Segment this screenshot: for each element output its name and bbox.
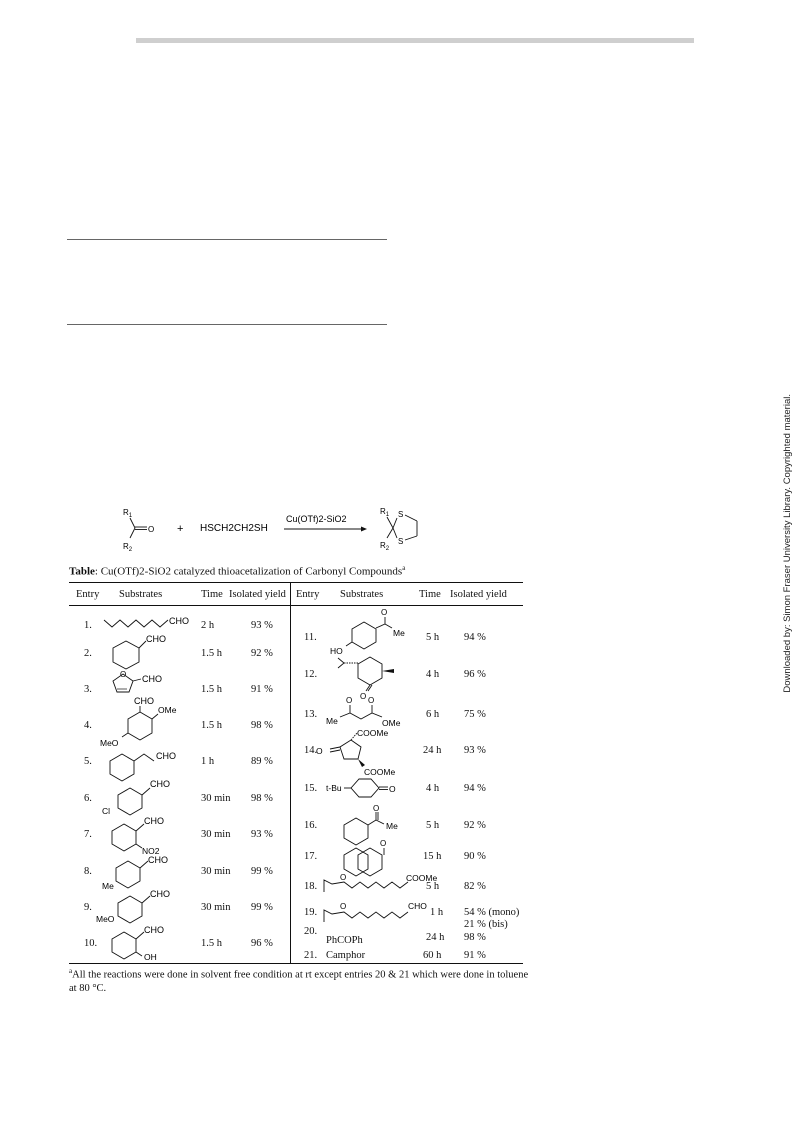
substrate-structure-7 bbox=[110, 814, 190, 854]
entry-number: 4. bbox=[84, 720, 92, 731]
isolated-yield: 94 % bbox=[464, 632, 486, 643]
reaction-time: 30 min bbox=[201, 902, 231, 913]
substrate-structure-3 bbox=[108, 668, 180, 698]
header-entry: Entry bbox=[296, 589, 320, 600]
svg-text:O: O bbox=[381, 608, 388, 617]
reaction-time: 30 min bbox=[201, 866, 231, 877]
entry-number: 8. bbox=[84, 866, 92, 877]
dithiolane-product bbox=[380, 507, 417, 552]
substrate-structure-10 bbox=[110, 922, 190, 962]
substrate-structure-5 bbox=[108, 746, 192, 776]
divider-rule bbox=[67, 239, 387, 240]
download-notice: Downloaded by: Simon Fraser University Library. Copyrighted material. bbox=[782, 394, 793, 693]
r2-label: $R_2$ bbox=[123, 542, 133, 553]
isolated-yield: 98 % bbox=[464, 932, 486, 943]
entry-number: 13. bbox=[304, 709, 318, 720]
reaction-time: 4 h bbox=[426, 783, 440, 794]
entry-number: 2. bbox=[84, 648, 92, 659]
header-time: Time bbox=[201, 589, 223, 600]
product-r2: $R_2$ bbox=[380, 541, 390, 552]
svg-text:MeO: MeO bbox=[100, 738, 119, 748]
svg-text:O: O bbox=[360, 692, 367, 701]
svg-text:COOMe: COOMe bbox=[406, 873, 438, 883]
svg-text:O: O bbox=[316, 746, 323, 756]
reaction-time: 1 h bbox=[430, 907, 444, 918]
table-column-divider bbox=[290, 582, 291, 963]
reaction-time: 15 h bbox=[423, 851, 442, 862]
svg-text:O: O bbox=[373, 804, 380, 813]
isolated-yield: 99 % bbox=[251, 866, 273, 877]
catalyst-label: Cu(OTf)2-SiO2 bbox=[286, 514, 347, 524]
substrate-structure-2 bbox=[110, 632, 180, 668]
substrate-structure-6 bbox=[98, 776, 188, 816]
entry-number: 18. bbox=[304, 881, 318, 892]
entry-number: 3. bbox=[84, 684, 92, 695]
svg-text:OH: OH bbox=[144, 952, 157, 962]
table-footnote: $^a$All the reactions were done in solvent free condition at rt except entries 20 & 21 which were done in toluene at 80 °C. bbox=[69, 967, 529, 994]
entry-number: 1. bbox=[84, 620, 92, 631]
header-entry: Entry bbox=[76, 589, 100, 600]
svg-text:CHO: CHO bbox=[148, 855, 168, 865]
carbonyl-substrate bbox=[123, 508, 154, 553]
isolated-yield: 89 % bbox=[251, 756, 273, 767]
r1-label: $R_1$ bbox=[123, 508, 133, 519]
entry-number: 9. bbox=[84, 902, 92, 913]
reaction-time: 1.5 h bbox=[201, 684, 222, 695]
reaction-time: 24 h bbox=[423, 745, 442, 756]
reaction-time: 4 h bbox=[426, 669, 440, 680]
svg-text:CHO: CHO bbox=[144, 925, 164, 935]
isolated-yield: 92 % bbox=[464, 820, 486, 831]
isolated-yield: 93 % bbox=[251, 829, 273, 840]
substrate-structure-14 bbox=[316, 727, 426, 777]
reaction-time: 5 h bbox=[426, 881, 440, 892]
isolated-yield: 93 % bbox=[464, 745, 486, 756]
isolated-yield: 96 % bbox=[251, 938, 273, 949]
substrate-structure-1 bbox=[104, 614, 196, 634]
reaction-scheme bbox=[110, 505, 440, 553]
substrate-structure-8 bbox=[98, 851, 188, 891]
svg-text:CHO: CHO bbox=[146, 634, 166, 644]
entry-number: 12. bbox=[304, 669, 318, 680]
divider-rule bbox=[67, 324, 387, 325]
svg-text:O: O bbox=[380, 839, 387, 848]
reaction-time: 1 h bbox=[201, 756, 215, 767]
substrate-structure-11 bbox=[326, 606, 416, 658]
product-r1: $R_1$ bbox=[380, 507, 390, 518]
isolated-yield: 90 % bbox=[464, 851, 486, 862]
reaction-time: 5 h bbox=[426, 820, 440, 831]
svg-text:Me: Me bbox=[326, 716, 338, 726]
isolated-yield: 94 % bbox=[464, 783, 486, 794]
entry-number: 10. bbox=[84, 938, 98, 949]
isolated-yield: 99 % bbox=[251, 902, 273, 913]
header-yield: Isolated yield bbox=[450, 589, 507, 600]
isolated-yield: 82 % bbox=[464, 881, 486, 892]
entry-number: 16. bbox=[304, 820, 318, 831]
svg-text:O: O bbox=[346, 696, 353, 705]
svg-text:CHO: CHO bbox=[142, 674, 162, 684]
svg-text:O: O bbox=[340, 873, 347, 882]
svg-text:Cl: Cl bbox=[102, 806, 111, 816]
reagent-label: HSCH2CH2SH bbox=[200, 523, 268, 534]
svg-text:t-Bu: t-Bu bbox=[326, 783, 342, 793]
svg-text:COOMe: COOMe bbox=[357, 728, 389, 738]
svg-text:MeO: MeO bbox=[96, 914, 115, 924]
isolated-yield: 92 % bbox=[251, 648, 273, 659]
isolated-yield: 54 % (mono) bbox=[464, 907, 520, 918]
reaction-time: 60 h bbox=[423, 950, 442, 961]
header-yield: Isolated yield bbox=[229, 589, 286, 600]
svg-text:COOMe: COOMe bbox=[364, 767, 396, 777]
header-substrates: Substrates bbox=[340, 589, 384, 600]
entry-number: 5. bbox=[84, 756, 92, 767]
substrate-structure-15 bbox=[326, 774, 426, 808]
svg-text:HO: HO bbox=[330, 646, 343, 656]
entry-number: 20. bbox=[304, 926, 318, 937]
isolated-yield: 21 % (bis) bbox=[464, 919, 508, 930]
isolated-yield: 91 % bbox=[464, 950, 486, 961]
reaction-time: 5 h bbox=[426, 632, 440, 643]
entry-number: 21. bbox=[304, 950, 318, 961]
reaction-time: 1.5 h bbox=[201, 720, 222, 731]
svg-text:CHO: CHO bbox=[150, 889, 170, 899]
reaction-time: 1.5 h bbox=[201, 938, 222, 949]
substrate-structure-9 bbox=[96, 886, 186, 926]
header-substrates: Substrates bbox=[119, 589, 163, 600]
svg-text:CHO: CHO bbox=[408, 901, 427, 911]
isolated-yield: 96 % bbox=[464, 669, 486, 680]
sulfur-label: S bbox=[398, 510, 404, 519]
svg-text:Me: Me bbox=[393, 628, 405, 638]
reaction-time: 30 min bbox=[201, 793, 231, 804]
svg-text:O: O bbox=[389, 784, 396, 794]
isolated-yield: 91 % bbox=[251, 684, 273, 695]
svg-text:O: O bbox=[368, 696, 375, 705]
entry-number: 14. bbox=[304, 745, 318, 756]
isolated-yield: 75 % bbox=[464, 709, 486, 720]
isolated-yield: 98 % bbox=[251, 720, 273, 731]
svg-text:CHO: CHO bbox=[156, 751, 176, 761]
reaction-time: 2 h bbox=[201, 620, 215, 631]
svg-text:CHO: CHO bbox=[134, 696, 154, 706]
svg-text:CHO: CHO bbox=[169, 616, 189, 626]
isolated-yield: 98 % bbox=[251, 793, 273, 804]
table-header-rule bbox=[69, 605, 523, 606]
isolated-yield: 93 % bbox=[251, 620, 273, 631]
svg-text:OMe: OMe bbox=[158, 705, 177, 715]
svg-text:Me: Me bbox=[102, 881, 114, 891]
entry-number: 11. bbox=[304, 632, 317, 643]
header-bar bbox=[136, 38, 694, 43]
reaction-time: 24 h bbox=[426, 932, 445, 943]
substrate-name: Camphor bbox=[326, 950, 366, 961]
reaction-time: 1.5 h bbox=[201, 648, 222, 659]
table-bottom-rule bbox=[69, 963, 523, 964]
sulfur-label: S bbox=[398, 537, 404, 546]
reaction-time: 30 min bbox=[201, 829, 231, 840]
oxygen-label: O bbox=[148, 525, 155, 534]
entry-number: 7. bbox=[84, 829, 92, 840]
table-top-rule bbox=[69, 582, 523, 583]
svg-text:CHO: CHO bbox=[144, 816, 164, 826]
substrate-structure-13 bbox=[326, 694, 422, 728]
plus-sign: + bbox=[177, 523, 184, 535]
svg-text:NO2: NO2 bbox=[142, 846, 160, 856]
svg-text:CHO: CHO bbox=[150, 779, 170, 789]
entry-number: 15. bbox=[304, 783, 318, 794]
svg-text:Me: Me bbox=[386, 821, 398, 831]
table-caption: Table: Cu(OTf)2-SiO2 catalyzed thioacetalization of Carbonyl Compounds$^a$ bbox=[69, 564, 406, 578]
entry-number: 17. bbox=[304, 851, 318, 862]
entry-number: 19. bbox=[304, 907, 318, 918]
svg-text:O: O bbox=[120, 670, 127, 679]
substrate-structure-19 bbox=[318, 900, 428, 926]
substrate-structure-4 bbox=[100, 696, 190, 746]
header-time: Time bbox=[419, 589, 441, 600]
substrate-name: PhCOPh bbox=[326, 935, 363, 946]
svg-text:OMe: OMe bbox=[382, 718, 401, 728]
svg-text:O: O bbox=[340, 902, 347, 911]
entry-number: 6. bbox=[84, 793, 92, 804]
reaction-time: 6 h bbox=[426, 709, 440, 720]
